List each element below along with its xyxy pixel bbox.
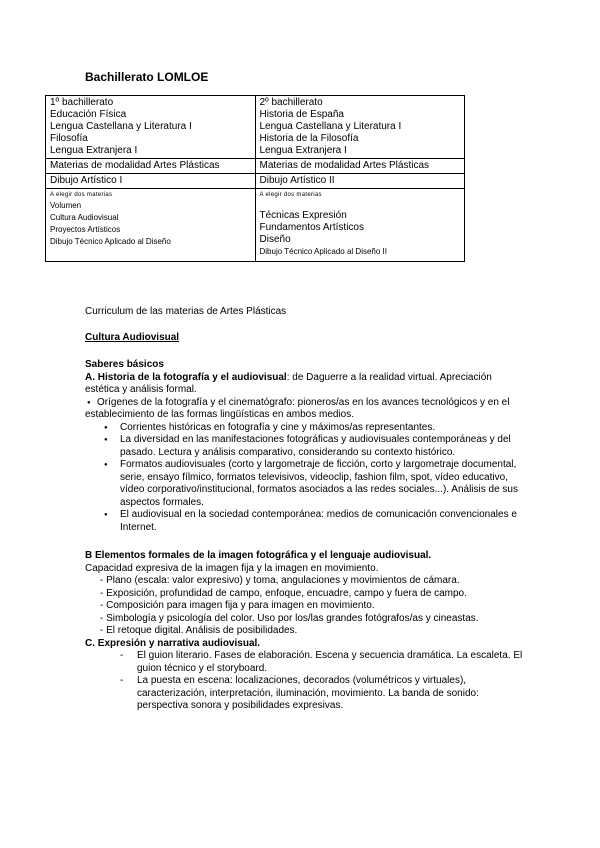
list-item: - La puesta en escena: localizaciones, decorados (volumétricos y virtuales), caracterización, interpretación, iluminación, movimiento. La banda de sonido: perspectiva sonora y posibilidades expresivas. (85, 675, 525, 713)
modalidad-cell: Materias de modalidad Artes Plásticas (46, 159, 256, 174)
list-item: - Composición para imagen fija y para imagen en movimiento. (100, 600, 375, 611)
option-item: Cultura Audiovisual (50, 213, 119, 222)
dibujo-cell: Dibujo Artístico I (46, 174, 256, 189)
list-item: ● Orígenes de la fotografía y el cinematógrafo: pioneros/as en los avances tecnológicos y en el establecimiento de las formas lingüísticas en ambos medios. (85, 397, 525, 422)
curriculum-intro: Curriculum de las materias de Artes Plásticas (85, 306, 287, 317)
subject-line: Historia de la Filosofía (259, 133, 359, 144)
list-item: - Simbología y psicología del color. Uso por los/las grandes fotógrafos/as y cineastas. (100, 612, 479, 624)
option-item: Volumen (50, 201, 82, 210)
second-year-cell (255, 96, 465, 159)
modalidad-row (46, 159, 465, 174)
options-row (46, 189, 465, 262)
subject-line: Educación Física (50, 109, 127, 120)
modalidad-cell: Materias de modalidad Artes Plásticas (255, 159, 465, 174)
option-item: Fundamentos Artísticos (259, 222, 364, 233)
subject-line: Historia de España (259, 109, 344, 120)
list-item: - Exposición, profundidad de campo, enfoque, encuadre, campo y fuera de campo. (100, 587, 467, 599)
list-item: - El guion literario. Fases de elaboración. Escena y secuencia dramática. La escaleta. El guion técnico y el storyboard. (85, 650, 525, 675)
options-cell-first-year (46, 189, 256, 262)
section-title: Cultura Audiovisual (85, 331, 180, 343)
curriculum-content (85, 306, 525, 713)
elegir-label: A elegir dos materias (259, 192, 322, 198)
section-a-heading (85, 372, 525, 397)
option-item: Dibujo Técnico Aplicado al Diseño (50, 237, 171, 246)
list-item: ● Corrientes históricas en fotografía y cine y máximos/as representantes. (85, 422, 525, 435)
core-row (46, 96, 465, 159)
option-item: Técnicas Expresión (259, 210, 347, 221)
subject-line: Lengua Castellana y Literatura I (50, 121, 192, 132)
subject-line: Filosofía (50, 133, 88, 144)
subject-line: 2º bachillerato (259, 97, 323, 108)
subject-line: Lengua Extranjera I (259, 145, 347, 156)
section-c-list (85, 650, 525, 713)
list-item: ● El audiovisual en la sociedad contemporánea: medios de comunicación convencionales e Internet. (85, 509, 525, 534)
subject-line: 1º bachillerato (50, 97, 114, 108)
list-item: ● Formatos audiovisuales (corto y largometraje de ficción, corto y largometraje documental, serie, ensayo fílmico, formatos televisivos, videoclip, fashion film, spot, vídeo educativo, vídeo corporativo/institucional, formatos asociados a las redes sociales...). Análisis de sus aspectos formales. (85, 459, 525, 509)
section-b-heading: B Elementos formales de la imagen fotográfica y el lenguaje audiovisual. (85, 550, 432, 561)
section-c-heading: C. Expresión y narrativa audiovisual. (85, 637, 261, 649)
options-cell-second-year (255, 189, 465, 262)
option-item: Dibujo Técnico Aplicado al Diseño II (259, 247, 387, 256)
list-item: - El retoque digital. Análisis de posibilidades. (100, 625, 298, 636)
section-b-intro: Capacidad expresiva de la imagen fija y la imagen en movimiento. (85, 562, 379, 574)
list-item: - Plano (escala: valor expresivo) y toma, angulaciones y movimientos de cámara. (100, 575, 460, 586)
page-title: Bachillerato LOMLOE (85, 70, 209, 84)
list-item: ● La diversidad en las manifestaciones fotográficas y audiovisuales contemporáneas y del pasado. Lectura y análisis comparativo, considerando su contexto histórico. (85, 434, 525, 459)
dibujo-cell: Dibujo Artístico II (255, 174, 465, 189)
section-a-rest: : de Daguerre a la realidad virtual. Apreciación estética y análisis formal. (85, 371, 492, 395)
section-a-list (85, 397, 525, 535)
option-item: Proyectos Artísticos (50, 225, 121, 234)
section-a-title: A. Historia de la fotografía y el audiovisual (85, 371, 287, 383)
option-item: Diseño (259, 234, 291, 245)
elegir-label: A elegir dos materias (50, 192, 113, 198)
subject-line: Lengua Extranjera I (50, 145, 138, 156)
dibujo-row (46, 174, 465, 189)
first-year-cell (46, 96, 256, 159)
subject-line: Lengua Castellana y Literatura I (259, 121, 402, 132)
saberes-heading: Saberes básicos (85, 359, 164, 370)
subjects-table (45, 95, 465, 262)
